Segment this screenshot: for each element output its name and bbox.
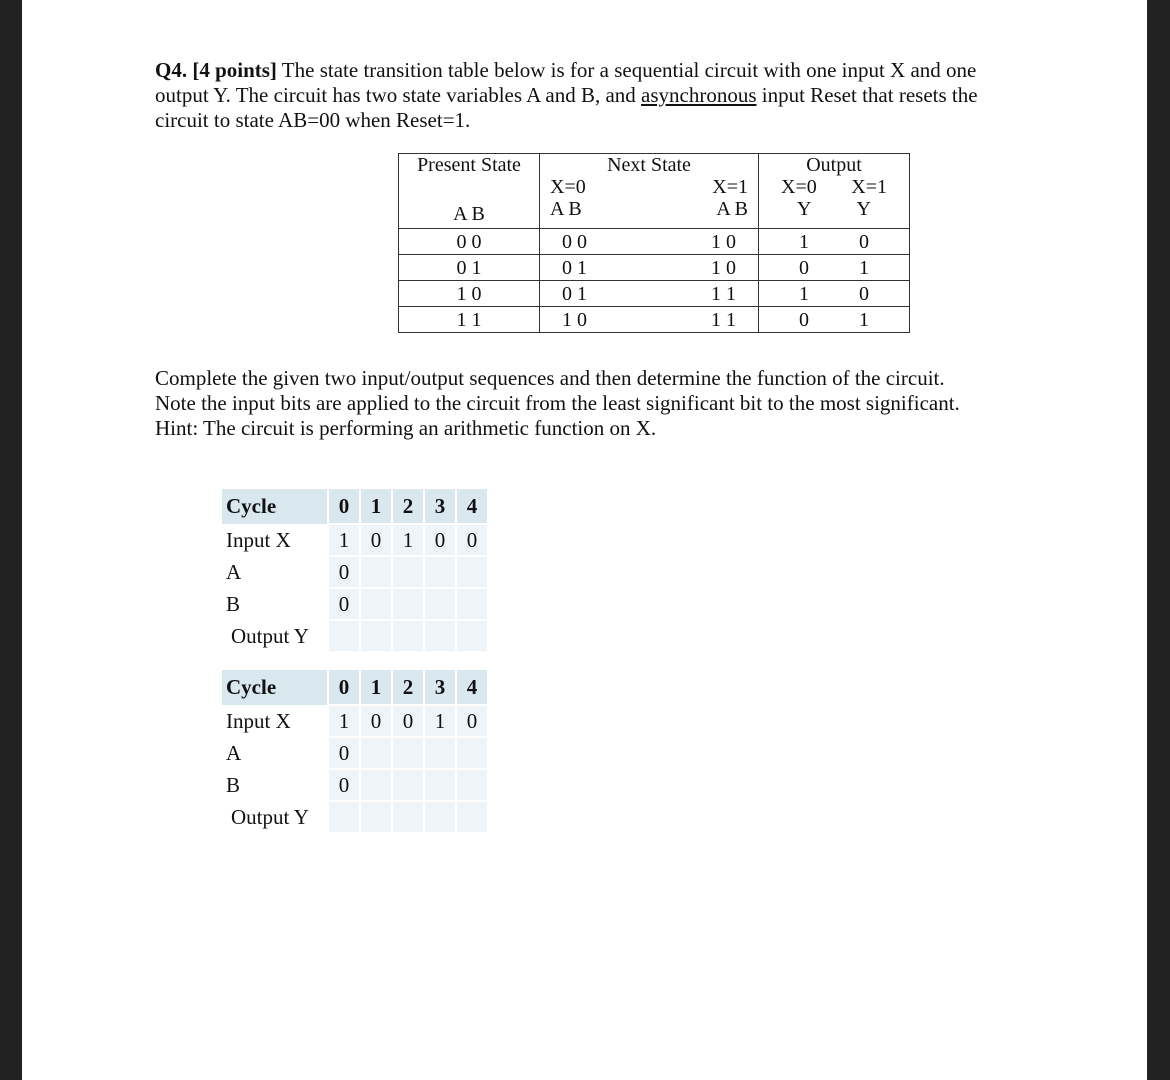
answer-cell[interactable]: 0	[328, 737, 360, 769]
answer-cell[interactable]	[392, 737, 424, 769]
answer-cell[interactable]	[392, 801, 424, 833]
state-row: 1 0 0 1 1 1 1 0	[399, 281, 910, 307]
next-state-ab-x0: A B	[550, 198, 582, 220]
question-text	[155, 58, 1035, 133]
answer-cell[interactable]	[360, 769, 392, 801]
state-a-row: A 0	[222, 737, 487, 769]
answer-cell[interactable]	[456, 769, 487, 801]
answer-cell[interactable]	[424, 769, 456, 801]
answer-cell[interactable]: 0	[328, 588, 360, 620]
output-x1: X=1	[851, 176, 887, 198]
answer-cell[interactable]: 0	[328, 556, 360, 588]
answer-cell[interactable]	[456, 556, 487, 588]
answer-cell[interactable]	[360, 620, 392, 652]
answer-cell[interactable]	[392, 620, 424, 652]
answer-cell[interactable]	[392, 588, 424, 620]
answer-cell[interactable]	[456, 620, 487, 652]
answer-cell[interactable]	[328, 801, 360, 833]
document-page	[22, 0, 1147, 1080]
output-y-x0: Y	[797, 198, 812, 220]
answer-cell[interactable]	[424, 737, 456, 769]
answer-cell[interactable]	[360, 801, 392, 833]
state-b-row: B 0	[222, 588, 487, 620]
answer-cell[interactable]	[456, 737, 487, 769]
state-row: 0 0 0 0 1 0 1 0	[399, 229, 910, 255]
input-x-row: Input X 1 0 1 0 0	[222, 524, 487, 556]
instructions-line-2: Note the input bits are applied to the circuit from the least significant bit to the most significant.	[155, 391, 960, 415]
output-y-row: Output Y	[222, 801, 487, 833]
next-state-header: Next State X=0 X=1 A B A B	[540, 154, 759, 229]
answer-cell[interactable]	[392, 556, 424, 588]
answer-cell[interactable]	[456, 801, 487, 833]
answer-cell[interactable]	[424, 801, 456, 833]
cycle-row: Cycle 0 1 2 3 4	[222, 489, 487, 524]
present-state-ab: A B	[453, 203, 485, 225]
instructions-line-3: Hint: The circuit is performing an arithmetic function on X.	[155, 416, 657, 440]
input-x-row: Input X 1 0 0 1 0	[222, 705, 487, 737]
next-state-ab-x1: A B	[716, 198, 748, 220]
answer-cell[interactable]	[360, 737, 392, 769]
state-transition-table	[398, 153, 910, 333]
answer-cell[interactable]	[424, 620, 456, 652]
state-b-row: B 0	[222, 769, 487, 801]
question-label: Q4. [4 points]	[155, 58, 277, 82]
answer-cell[interactable]	[424, 588, 456, 620]
answer-cell[interactable]	[328, 620, 360, 652]
question-underlined-word: asynchronous	[641, 83, 757, 107]
answer-cell[interactable]	[424, 556, 456, 588]
output-y-row: Output Y	[222, 620, 487, 652]
answer-cell[interactable]	[392, 769, 424, 801]
question-body-start: The state transition table below is for a sequential circuit with one input X and one output Y. The circuit has two state variables A and B, and	[155, 58, 977, 107]
cycle-row: Cycle 0 1 2 3 4	[222, 670, 487, 705]
next-state-x0: X=0	[550, 176, 586, 198]
output-x0: X=0	[781, 176, 817, 198]
sequence-table-1	[222, 489, 487, 653]
state-row: 0 1 0 1 1 0 0 1	[399, 255, 910, 281]
instructions-text	[155, 366, 1035, 441]
answer-cell[interactable]	[360, 588, 392, 620]
next-state-x1: X=1	[712, 176, 748, 198]
instructions-line-1: Complete the given two input/output sequences and then determine the function of the circuit.	[155, 366, 945, 390]
question-body-end: input Reset that resets the circuit to state AB=00 when Reset=1.	[155, 83, 978, 132]
answer-cell[interactable]	[456, 588, 487, 620]
state-a-row: A 0	[222, 556, 487, 588]
state-row: 1 1 1 0 1 1 0 1	[399, 307, 910, 333]
present-state-header: Present State A B	[399, 154, 540, 229]
sequence-table-2	[222, 670, 487, 834]
answer-cell[interactable]	[360, 556, 392, 588]
output-y-x1: Y	[856, 198, 871, 220]
answer-cell[interactable]: 0	[328, 769, 360, 801]
output-header: Output X=0 X=1 Y Y	[759, 154, 910, 229]
